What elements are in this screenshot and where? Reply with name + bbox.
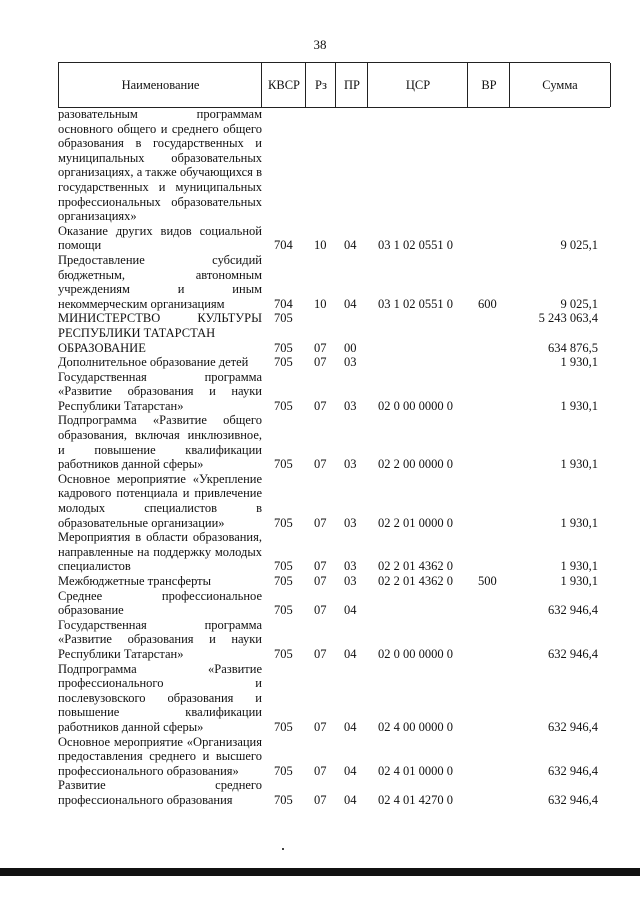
- table-row: [58, 311, 610, 340]
- row-sum: 632 946,4: [548, 646, 598, 661]
- row-name: Государственная программа «Развитие образования и науки Республики Татарстан»: [58, 369, 262, 413]
- row-rz: 07: [314, 763, 327, 778]
- row-name: Среднее профессиональное образование: [58, 588, 262, 618]
- row-rz: 10: [314, 238, 327, 253]
- row-vr: 500: [478, 574, 497, 588]
- row-name: разовательным программам основного общего и среднего общего образования в государственных и муниципальных образовательных организациях, а также обучающихся в государственных и муниципальных профессиональных образовательных организациях»: [58, 107, 262, 224]
- row-sum: 632 946,4: [548, 763, 598, 778]
- row-csr: 02 4 01 0000 0: [378, 763, 453, 778]
- row-pr: 04: [344, 792, 357, 807]
- row-name: Основное мероприятие «Укрепление кадрового потенциала и привлечение молодых специалистов в образовательные организации»: [58, 471, 262, 530]
- row-csr: 02 0 00 0000 0: [378, 646, 453, 661]
- row-rz: 07: [314, 340, 327, 355]
- row-name: Мероприятия в области образования, направленные на поддержку молодых специалистов: [58, 530, 262, 574]
- row-pr: 04: [344, 603, 357, 618]
- row-csr: 02 0 00 0000 0: [378, 398, 453, 413]
- table-header: [58, 62, 610, 108]
- row-name: Предоставление субсидий бюджетным, автономным учреждениям и иным некоммерческим организациям: [58, 252, 262, 311]
- row-kvsr: 705: [274, 763, 293, 778]
- table-row: [58, 530, 610, 574]
- row-csr: 02 2 01 4362 0: [378, 574, 453, 588]
- row-kvsr: 705: [274, 355, 293, 370]
- row-pr: 03: [344, 574, 357, 588]
- table-row: [58, 370, 610, 414]
- scan-bottom-edge: [0, 868, 640, 876]
- table-row: [58, 413, 610, 471]
- row-name: ОБРАЗОВАНИЕ: [58, 340, 146, 355]
- header-sum: Сумма: [509, 63, 611, 107]
- row-kvsr: 705: [274, 646, 293, 661]
- row-pr: 04: [344, 719, 357, 734]
- row-rz: 07: [314, 515, 327, 530]
- row-kvsr: 705: [274, 719, 293, 734]
- row-sum: 9 025,1: [560, 238, 598, 253]
- row-pr: 03: [344, 559, 357, 574]
- table-row: [58, 341, 610, 356]
- row-name: Государственная программа «Развитие образования и науки Республики Татарстан»: [58, 617, 262, 661]
- row-kvsr: 705: [274, 340, 293, 355]
- row-rz: 07: [314, 719, 327, 734]
- table-row: [58, 778, 610, 807]
- row-sum: 1 930,1: [560, 398, 598, 413]
- row-kvsr: 705: [274, 398, 293, 413]
- table-row: [58, 618, 610, 662]
- row-kvsr: 705: [274, 559, 293, 574]
- row-csr: 03 1 02 0551 0: [378, 238, 453, 253]
- row-pr: 03: [344, 398, 357, 413]
- row-rz: 10: [314, 296, 327, 311]
- table-row: [58, 253, 610, 311]
- row-csr: 03 1 02 0551 0: [378, 296, 453, 311]
- header-rz: Рз: [305, 63, 336, 107]
- row-kvsr: 705: [274, 515, 293, 530]
- row-sum: 9 025,1: [560, 296, 598, 311]
- row-pr: 00: [344, 340, 357, 355]
- row-rz: 07: [314, 646, 327, 661]
- row-sum: 634 876,5: [548, 340, 598, 355]
- row-rz: 07: [314, 559, 327, 574]
- row-kvsr: 705: [274, 311, 293, 326]
- table-row: [58, 662, 610, 735]
- page-number: 38: [313, 37, 327, 52]
- row-kvsr: 705: [274, 792, 293, 807]
- row-csr: 02 4 01 4270 0: [378, 792, 453, 807]
- row-sum: 1 930,1: [560, 355, 598, 370]
- row-kvsr: 704: [274, 238, 293, 253]
- row-vr: 600: [478, 296, 497, 311]
- row-csr: 02 4 00 0000 0: [378, 719, 453, 734]
- row-name: Межбюджетные трансферты: [58, 574, 212, 588]
- row-kvsr: 705: [274, 457, 293, 472]
- row-name: Подпрограмма «Развитие профессионального и послевузовского образования и повышение квалификации работников данной сферы»: [58, 661, 262, 734]
- row-sum: 5 243 063,4: [538, 311, 598, 326]
- table-row: [58, 472, 610, 530]
- row-rz: 07: [314, 398, 327, 413]
- table-row: [58, 224, 610, 253]
- row-rz: 07: [314, 603, 327, 618]
- row-pr: 03: [344, 355, 357, 370]
- row-sum: 1 930,1: [560, 574, 598, 588]
- header-kvsr: КВСР: [261, 63, 306, 107]
- row-pr: 03: [344, 457, 357, 472]
- row-rz: 07: [314, 457, 327, 472]
- row-pr: 03: [344, 515, 357, 530]
- row-name: МИНИСТЕРСТВО КУЛЬТУРЫ РЕСПУБЛИКИ ТАТАРСТАН: [58, 311, 262, 340]
- row-name: Развитие среднего профессионального образования: [58, 778, 262, 807]
- row-sum: 632 946,4: [548, 792, 598, 807]
- row-pr: 04: [344, 763, 357, 778]
- scan-speck: [282, 848, 284, 850]
- table-row: [58, 574, 610, 589]
- table-row: [58, 107, 610, 224]
- row-sum: 632 946,4: [548, 603, 598, 618]
- row-kvsr: 705: [274, 574, 293, 588]
- row-sum: 1 930,1: [560, 457, 598, 472]
- row-pr: 04: [344, 296, 357, 311]
- row-sum: 1 930,1: [560, 515, 598, 530]
- header-vr: ВР: [467, 63, 510, 107]
- row-rz: 07: [314, 792, 327, 807]
- budget-table: [58, 62, 610, 108]
- row-name: Оказание других видов социальной помощи: [58, 223, 262, 253]
- header-csr: ЦСР: [367, 63, 468, 107]
- row-kvsr: 704: [274, 296, 293, 311]
- row-sum: 1 930,1: [560, 559, 598, 574]
- row-name: Подпрограмма «Развитие общего образования, включая инклюзивное, и повышение квалификации работников данной сферы»: [58, 413, 262, 472]
- row-kvsr: 705: [274, 603, 293, 618]
- row-sum: 632 946,4: [548, 719, 598, 734]
- table-body: [58, 107, 610, 808]
- row-name: Основное мероприятие «Организация предоставления среднего и высшего профессионального образования»: [58, 734, 262, 778]
- header-pr: ПР: [335, 63, 368, 107]
- table-row: [58, 735, 610, 779]
- row-pr: 04: [344, 646, 357, 661]
- row-rz: 07: [314, 355, 327, 370]
- row-csr: 02 2 01 4362 0: [378, 559, 453, 574]
- table-row: [58, 355, 610, 370]
- header-name: Наименование: [58, 63, 262, 107]
- row-name: Дополнительное образование детей: [58, 355, 249, 370]
- row-rz: 07: [314, 574, 327, 588]
- row-csr: 02 2 00 0000 0: [378, 457, 453, 472]
- row-pr: 04: [344, 238, 357, 253]
- row-csr: 02 2 01 0000 0: [378, 515, 453, 530]
- table-row: [58, 589, 610, 618]
